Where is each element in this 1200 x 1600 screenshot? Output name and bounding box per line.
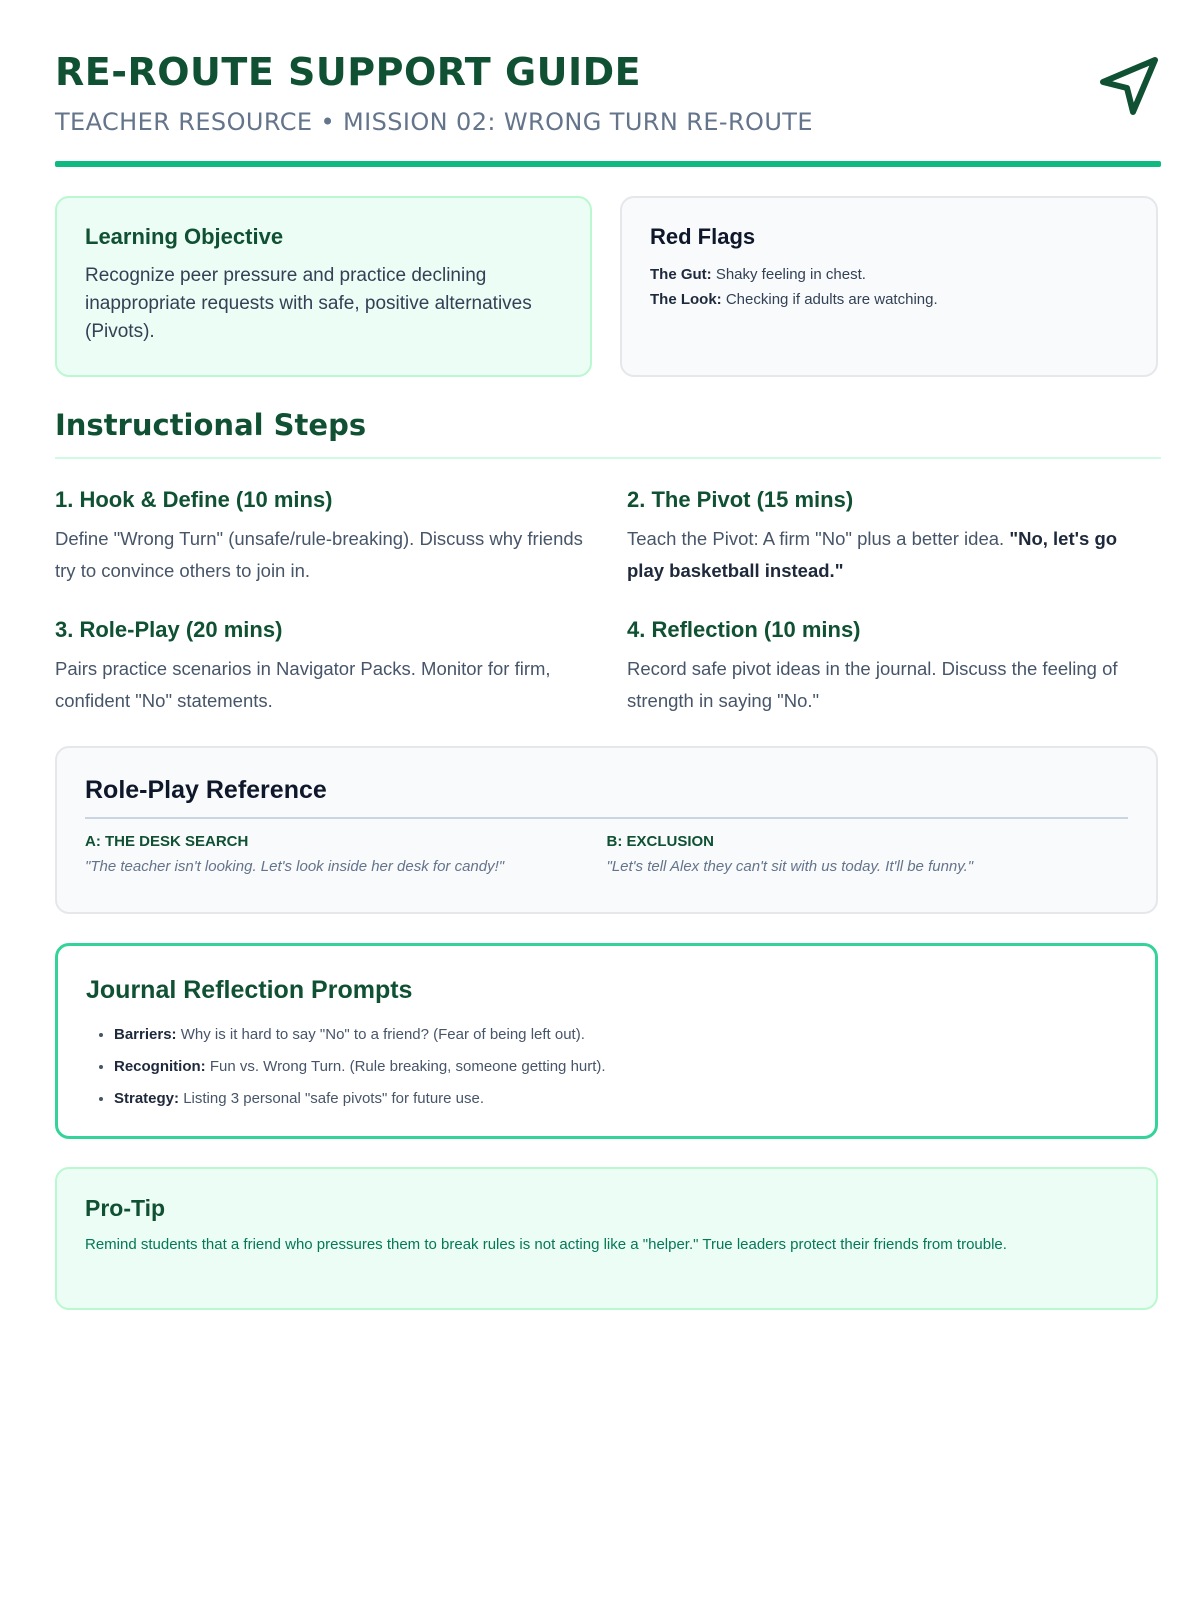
step-the-pivot <box>627 487 1157 587</box>
red-flag-label: The Look: <box>650 291 722 308</box>
list-item <box>114 1083 1127 1115</box>
step-title: 3. Role-Play (20 mins) <box>55 617 283 642</box>
learning-objective-text: Recognize peer pressure and practice declining inappropriate requests with safe, positive alternatives (Pivots). <box>85 265 532 342</box>
pro-tip-card <box>55 1167 1158 1310</box>
page-title: RE-ROUTE SUPPORT GUIDE <box>55 50 642 94</box>
role-play-reference-card <box>55 746 1158 914</box>
page-subtitle: TEACHER RESOURCE • MISSION 02: WRONG TURN RE-ROUTE <box>55 107 813 136</box>
learning-objective-card <box>55 196 592 377</box>
red-flag-item <box>650 262 1128 287</box>
step-text: Record safe pivot ideas in the journal. Discuss the feeling of strength in saying "No." <box>627 658 1118 711</box>
red-flags-card <box>620 196 1158 377</box>
prompt-label: Barriers: <box>114 1026 177 1043</box>
scenario-label: B: EXCLUSION <box>606 833 715 850</box>
step-text <box>627 523 1157 587</box>
step-text: Define "Wrong Turn" (unsafe/rule-breaking). Discuss why friends try to convince others to join in. <box>55 528 583 581</box>
step-title: 2. The Pivot (15 mins) <box>627 487 854 512</box>
role-play-divider <box>85 817 1128 819</box>
list-item <box>114 1051 1127 1083</box>
scenario-exclusion <box>607 833 1129 875</box>
learning-objective-title: Learning Objective <box>85 224 284 249</box>
role-play-scenarios <box>85 833 1128 875</box>
journal-prompts-list <box>86 1019 1127 1115</box>
scenario-quote: "The teacher isn't looking. Let's look inside her desk for candy!" <box>85 858 505 875</box>
step-title: 1. Hook & Define (10 mins) <box>55 487 333 512</box>
scenario-quote: "Let's tell Alex they can't sit with us today. It'll be funny." <box>606 858 974 875</box>
pro-tip-text: Remind students that a friend who pressures them to break rules is not acting like a "helper." True leaders protect their friends from trouble. <box>85 1236 1007 1253</box>
red-flags-title: Red Flags <box>650 224 756 249</box>
red-flag-item <box>650 287 1128 312</box>
pro-tip-title: Pro-Tip <box>85 1195 166 1221</box>
red-flag-text: Shaky feeling in chest. <box>715 266 866 283</box>
step-role-play <box>55 617 585 717</box>
navigation-arrow-icon <box>1097 54 1161 118</box>
step-text-example: "No, let's go play basketball instead." <box>627 528 1118 581</box>
instructional-steps-heading: Instructional Steps <box>55 408 367 442</box>
prompt-text: Fun vs. Wrong Turn. (Rule breaking, someone getting hurt). <box>209 1058 606 1075</box>
header-divider <box>55 161 1161 167</box>
step-text-main: Teach the Pivot: A firm "No" plus a better idea. <box>627 528 1005 549</box>
scenario-label: A: THE DESK SEARCH <box>85 833 249 850</box>
list-item <box>114 1019 1127 1051</box>
prompt-label: Strategy: <box>114 1090 180 1107</box>
prompt-text: Why is it hard to say "No" to a friend? (Fear of being left out). <box>180 1026 585 1043</box>
scenario-desk-search <box>85 833 607 875</box>
section-divider <box>55 457 1161 459</box>
step-title: 4. Reflection (10 mins) <box>627 617 861 642</box>
journal-prompts-card <box>55 943 1158 1139</box>
step-text: Pairs practice scenarios in Navigator Packs. Monitor for firm, confident "No" statements. <box>55 658 551 711</box>
prompt-label: Recognition: <box>114 1058 206 1075</box>
step-hook-define <box>55 487 585 587</box>
step-reflection <box>627 617 1157 717</box>
red-flag-label: The Gut: <box>650 266 712 283</box>
journal-prompts-title: Journal Reflection Prompts <box>86 976 413 1004</box>
header <box>55 52 1161 136</box>
red-flag-text: Checking if adults are watching. <box>725 291 938 308</box>
role-play-reference-title: Role-Play Reference <box>85 776 327 804</box>
prompt-text: Listing 3 personal "safe pivots" for future use. <box>183 1090 485 1107</box>
